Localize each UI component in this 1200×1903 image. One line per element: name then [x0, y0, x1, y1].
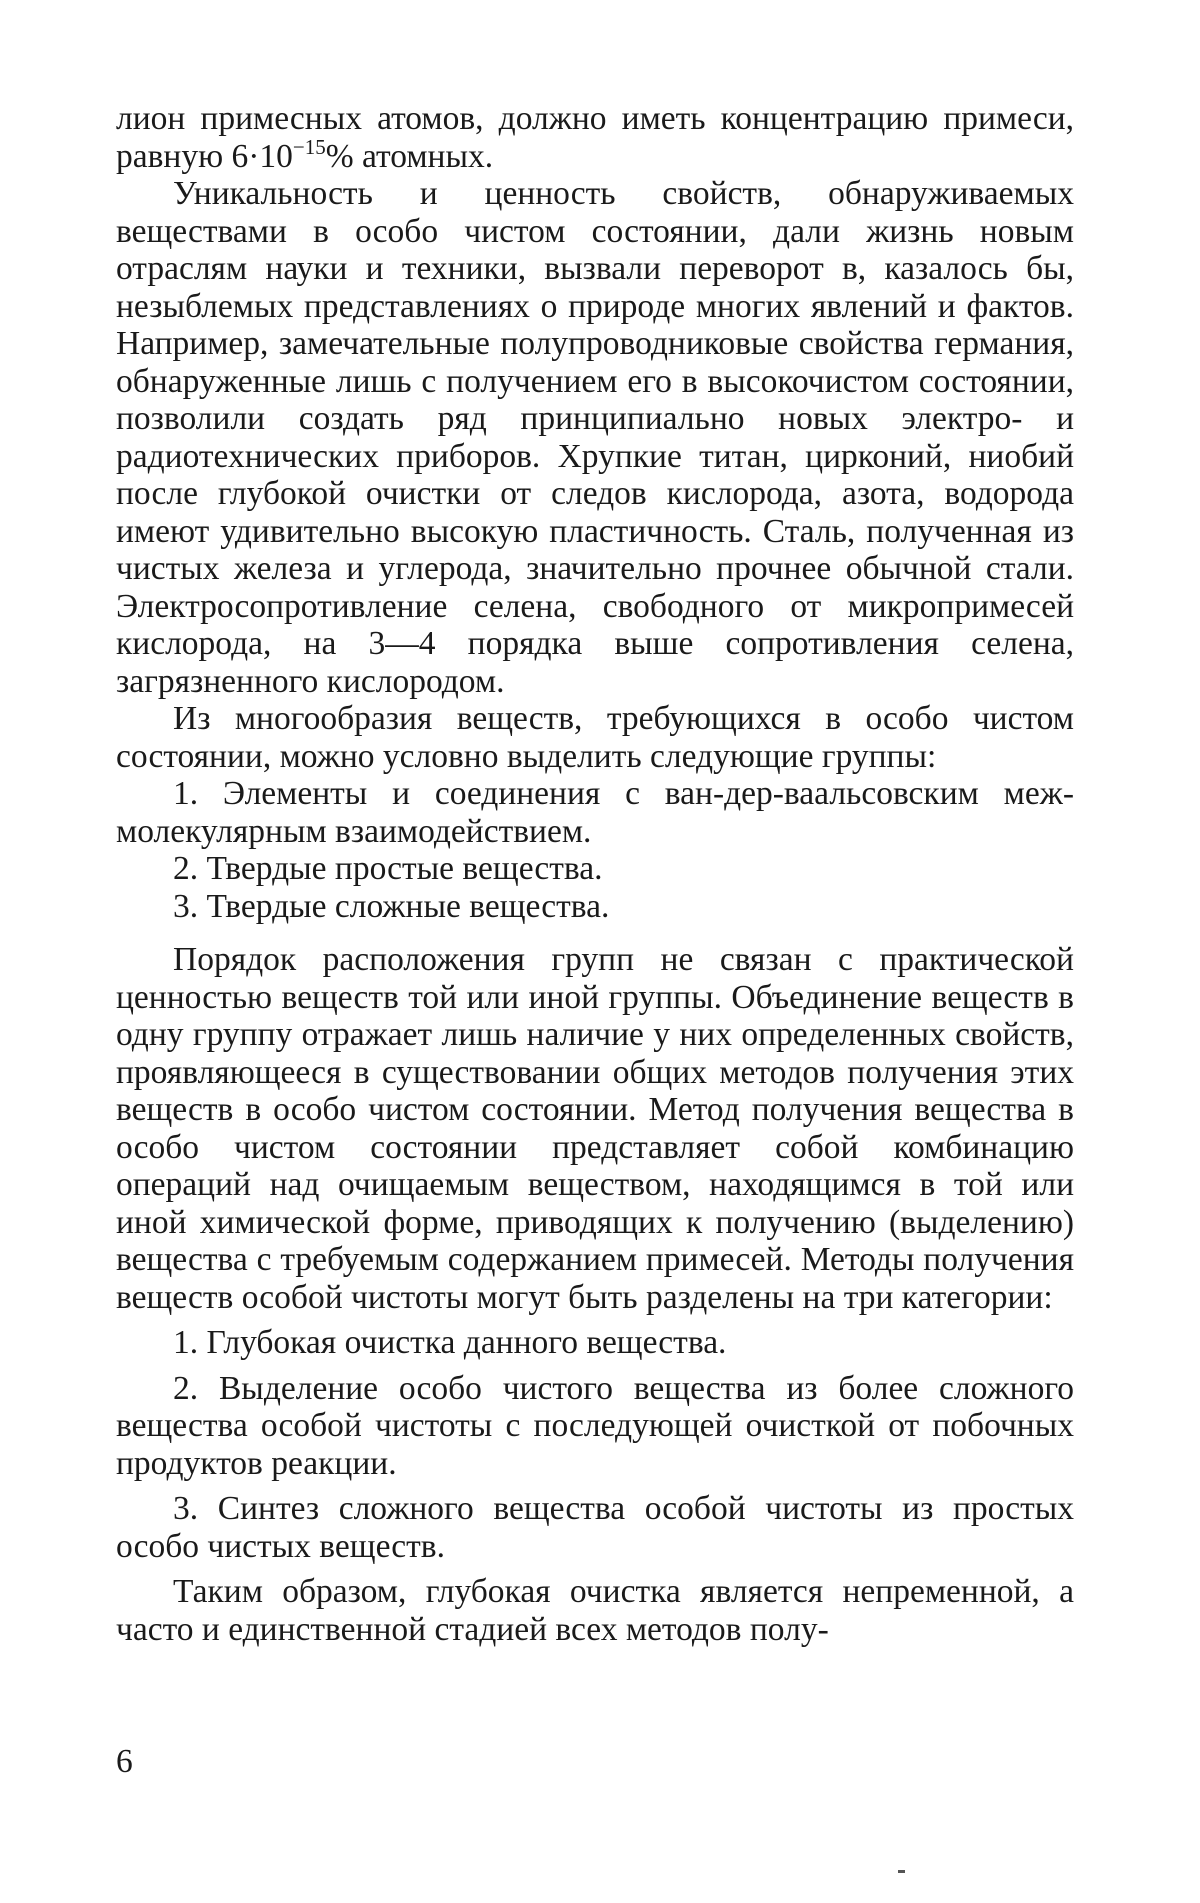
list-item: 2. Выделение особо чистого вещества из более сложного вещества особой чистоты с последующей очисткой от побочных продуктов реакции. [116, 1369, 1074, 1482]
paragraph-text: % атомных. [325, 137, 494, 175]
paragraph-text: лион примесных атомов, должно иметь концентрацию примеси, равную 6·10 [116, 100, 1074, 175]
exponent: −15 [292, 134, 326, 159]
page-number: 6 [116, 1743, 133, 1780]
page-body [116, 100, 1074, 1648]
paragraph: Из многообразия веществ, требующихся в особо чистом состоянии, можно условно выделить следующие группы: [116, 700, 1074, 775]
list-item: 3. Синтез сложного вещества особой чистоты из простых особо чистых веществ. [116, 1490, 1074, 1565]
list-item: 2. Твердые простые вещества. [173, 850, 603, 887]
list-item: 1. Глубокая очистка данного вещества. [173, 1324, 727, 1361]
paragraph: Уникальность и ценность свойств, обнаруживаемых веществами в особо чистом состоянии, дали жизнь новым отраслям науки и техники, вызвали переворот в, казалось бы, незыблемых представлениях о природе многих явлений и фактов. Например, замечательные полупроводниковые свойства германия, обнаруженные лишь с получением его в высокочистом состоянии, позволили создать ряд принципиально новых электро- и радиотехнических приборов. Хрупкие титан, цирконий, ниобий после глубокой очистки от следов кислорода, азота, водорода имеют удивительно высокую пластичность. Сталь, полученная из чистых железа и углерода, значительно прочнее обычной стали. Электросопротивление селена, свободного от микропримесей кислорода, на 3—4 порядка выше сопротивления селена, загрязненного кислородом. [116, 175, 1074, 700]
paragraph: Порядок расположения групп не связан с практической ценностью веществ той или иной группы. Объединение веществ в одну группу отражает лишь наличие у них определенных свойств, проявляющееся в существовании общих методов получения этих веществ в особо чистом состоянии. Метод получения вещества в особо чистом состоянии представляет собой комбинацию операций над очищаемым веществом, находящимся в той или иной химической форме, приводящих к получению (выделению) вещества с требуемым содержанием примесей. Методы получения веществ особой чистоты могут быть разделены на три категории: [116, 941, 1074, 1316]
list-item: 1. Элементы и соединения с ван-дер-ваальсовским межмолекулярным взаимодействием. [116, 775, 1074, 850]
paragraph: Таким образом, глубокая очистка является непременной, а часто и единственной стадией всех методов полу- [116, 1573, 1074, 1648]
list-item: 3. Твердые сложные вещества. [173, 887, 610, 925]
scan-speck [898, 1870, 905, 1873]
paragraph-continuation [116, 100, 1074, 175]
